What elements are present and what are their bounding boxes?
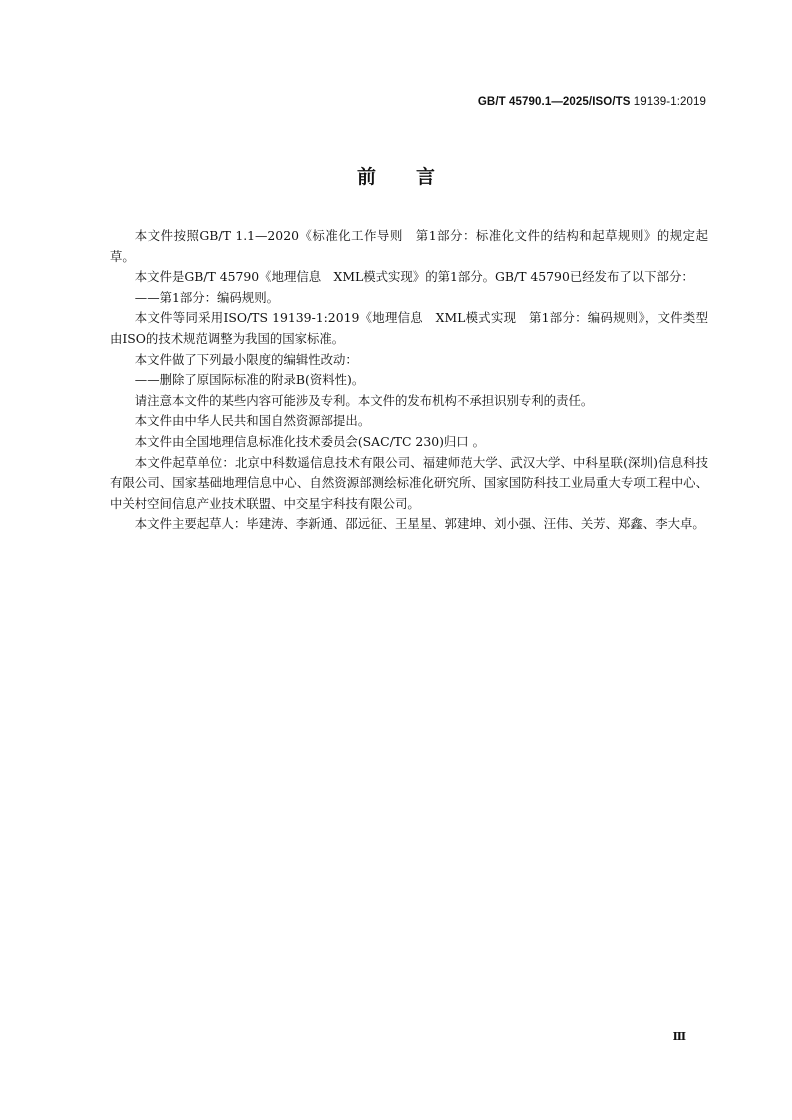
paragraph-patent-notice: 请注意本文件的某些内容可能涉及专利。本文件的发布机构不承担识别专利的责任。 xyxy=(134,392,594,408)
list-item-deleted-annex: ——删除了原国际标准的附录B(资料性)。 xyxy=(134,372,365,388)
paragraph-drafters: 本文件主要起草人：毕建涛、李新通、邵远征、王星星、郭建坤、刘小强、汪伟、关芳、郑鑫、李大卓。 xyxy=(134,516,705,532)
page-number: Ⅲ xyxy=(672,1030,686,1043)
standard-code-header xyxy=(478,96,706,108)
paragraph-adoption: 本文件等同采用ISO/TS 19139-1:2019《地理信息 XML模式实现 第1部分：编码规则》，文件类型由ISO的技术规范调整为我国的国家标准。 xyxy=(110,310,708,346)
paragraph-drafting-organizations: 本文件起草单位：北京中科数遥信息技术有限公司、福建师范大学、武汉大学、中科星联(深圳)信息科技有限公司、国家基础地理信息中心、自然资源部测绘标准化研究所、国家国防科技工业局重大专项工程中心、中关村空间信息产业技术联盟、中交星宇科技有限公司。 xyxy=(110,454,708,511)
paragraph-drafting-rules: 本文件按照GB/T 1.1—2020《标准化工作导则 第1部分：标准化文件的结构和起草规则》的规定起草。 xyxy=(110,228,708,264)
list-item-part-1: ——第1部分：编码规则。 xyxy=(134,289,279,305)
paragraph-editorial-changes: 本文件做了下列最小限度的编辑性改动： xyxy=(134,351,358,367)
paragraph-series-parts: 本文件是GB/T 45790《地理信息 XML模式实现》的第1部分。GB/T 45790已经发布了以下部分： xyxy=(134,269,694,285)
paragraph-technical-committee: 本文件由全国地理信息标准化技术委员会(SAC/TC 230)归口 。 xyxy=(134,433,486,449)
foreword-body xyxy=(110,226,708,535)
standard-code-iso-number: 19139-1:2019 xyxy=(630,96,706,108)
paragraph-proposer: 本文件由中华人民共和国自然资源部提出。 xyxy=(134,413,371,429)
standard-code-main: GB/T 45790.1—2025/ISO/TS xyxy=(477,96,631,108)
page-title: 前言 xyxy=(356,166,475,188)
